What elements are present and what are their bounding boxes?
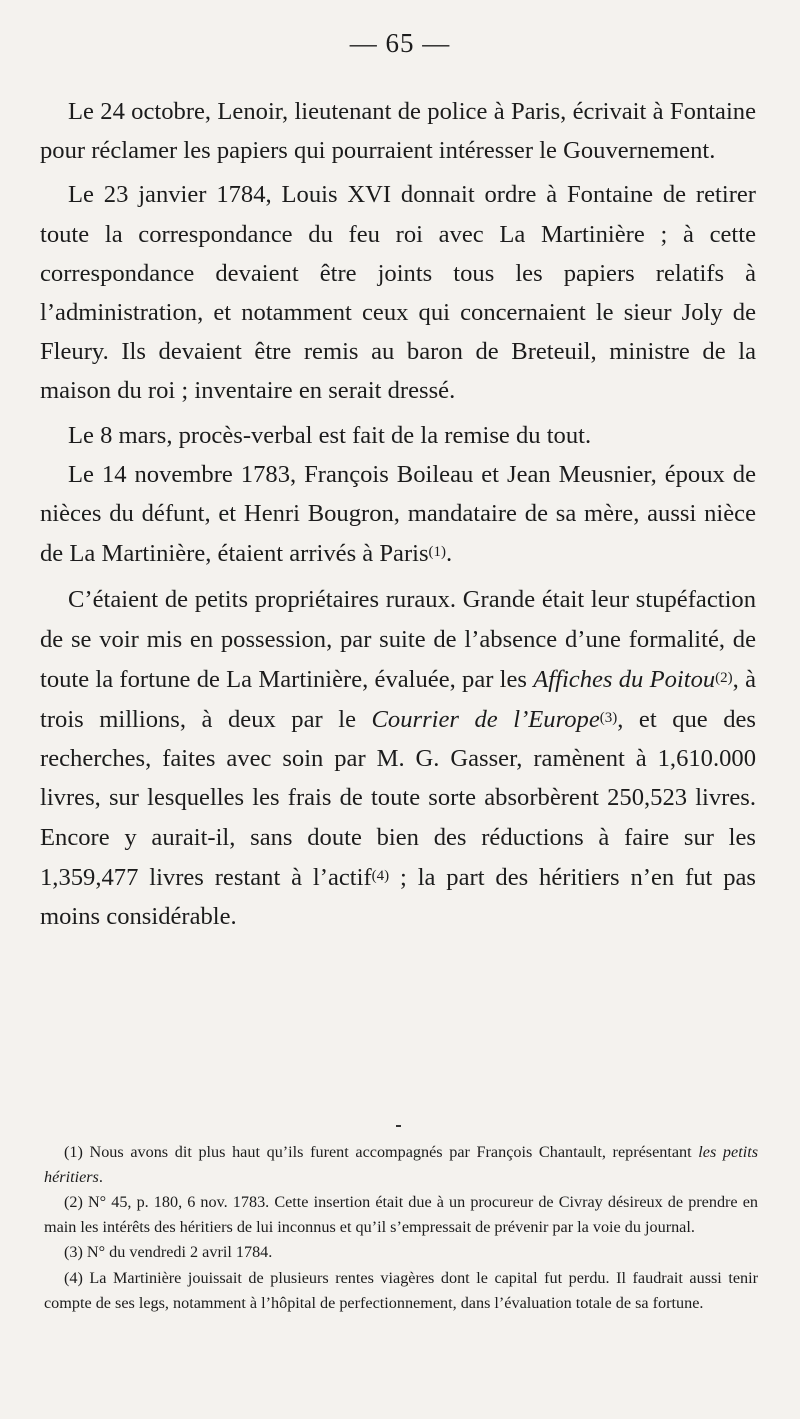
paragraph-4-text: Le 14 novembre 1783, François Boileau et Jean Meusnier, époux de nièces du défunt, et Henri Bougron, mandataire de sa mère, aussi nièce de La Martinière, étaient arrivés à Paris xyxy=(40,460,756,568)
paragraph-5-part-a: C’étaient de petits propriétaires ruraux. Grande était leur stupéfaction de se voir mis en possession, par suite de l’absence d’une formalité, de toute la fortune de La Martinière, évaluée, par les xyxy=(40,586,756,693)
footnotes xyxy=(44,1140,758,1316)
footnote-separator xyxy=(396,1125,401,1127)
footnote-ref-3: (3) xyxy=(599,710,618,727)
paragraph-5 xyxy=(40,580,756,936)
footnote-1-italic: les petits héritiers xyxy=(44,1143,758,1186)
paragraph-5-part-d: ; la part des héritiers n’en fut pas moins considérable. xyxy=(40,863,756,931)
footnote-3: (3) N° du vendredi 2 avril 1784. xyxy=(64,1243,273,1262)
footnote-ref-2: (2) xyxy=(715,669,733,686)
paragraph-4 xyxy=(40,455,756,574)
title-affiches-du-poitou: Affiches du Poitou xyxy=(533,665,716,693)
paragraph-5-part-b: , à trois millions, à deux par le xyxy=(40,665,756,734)
footnote-1 xyxy=(44,1140,758,1189)
footnote-1-text: (1) Nous avons dit plus haut qu’ils furent accompagnés par François Chantault, représentant xyxy=(64,1143,699,1161)
footnote-ref-1: (1) xyxy=(428,544,447,561)
footnote-1-end: . xyxy=(98,1167,103,1186)
page-number: — 65 — xyxy=(349,28,451,58)
footnote-ref-4: (4) xyxy=(371,867,390,884)
paragraph-5-part-c: , et que des recherches, faites avec soin par M. G. Gasser, ramènent à 1,610.000 livres, sur lesquelles les frais de toute sorte absorbèrent 250,523 livres. Encore y aurait-il, sans doute bien des réductions à faire sur les 1,359,477 livres restant à l’actif xyxy=(40,706,757,891)
footnote-2: (2) N° 45, p. 180, 6 nov. 1783. Cette insertion était due à un procureur de Civray désireux de prendre en main les intérêts des héritiers de lui inconnus et qu’il s’empressait de prévenir par la voie du journal. xyxy=(44,1193,758,1236)
footnote-4: (4) La Martinière jouissait de plusieurs rentes viagères dont le capital fut perdu. Il faudrait aussi tenir compte de ses legs, notamment à l’hôpital de perfectionnement, dans l’évaluation totale de sa fortune. xyxy=(44,1268,758,1312)
title-courrier-de-leurope: Courrier de l’Europe xyxy=(371,706,600,734)
paragraph-3: Le 8 mars, procès-verbal est fait de la remise du tout. xyxy=(68,421,592,449)
paragraph-2: Le 23 janvier 1784, Louis XVI donnait ordre à Fontaine de retirer toute la correspondance du feu roi avec La Martinière ; à cette correspondance devaient être joints tous les papiers relatifs à l’administration, et notamment ceux qui concernaient le sieur Joly de Fleury. Ils devaient être remis au baron de Breteuil, ministre de la maison du roi ; inventaire en serait dressé. xyxy=(40,181,756,405)
paragraph-4-end: . xyxy=(446,540,453,568)
paragraph-1: Le 24 octobre, Lenoir, lieutenant de police à Paris, écrivait à Fontaine pour réclamer les papiers qui pourraient intéresser le Gouvernement. xyxy=(40,98,756,165)
main-text xyxy=(40,92,756,936)
